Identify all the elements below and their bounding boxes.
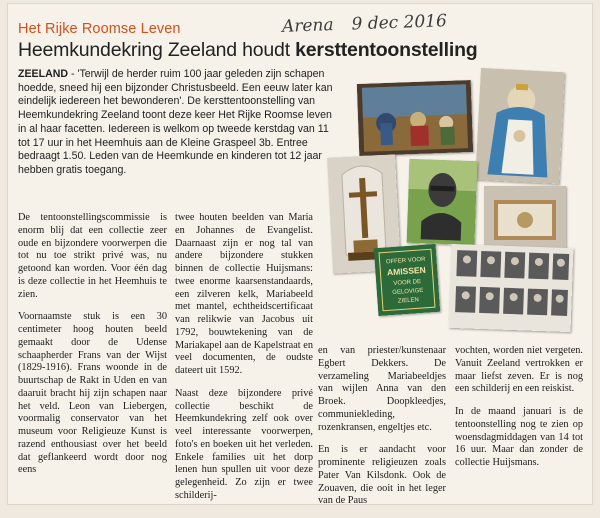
zouaven-portraits-photo — [449, 244, 574, 332]
paragraph: Voornaamste stuk is een 30 centimeter hoog houten beeld gemaakt door de Udense schaapherder Frans van der Wijst (1829-1916). Frans woonde in de buurtschap de Rakt in Uden en van daaruit bracht hij zijn schapen naar het veld. Leon van Liebergen, voormalig conservator van het museum voor Religieuze Kunst is razend enthousiast over het beeld dat geflankeerd wordt door nog eens — [18, 311, 167, 476]
lead-text: - 'Terwijl de herder ruim 100 jaar geleden zijn schapen hoedde, sneed hij een bijzonder Christusbeeld. Een eeuw later kan eindelijk iedereen het bewonderen'. De kersttentoonstelling van Heemkundekring Zeeland toont deze keer Het Rijke Roomse leven in al haar facetten. Iedereen is welkom op tweede kerstdag van 11 tot 17 uur in het Heemhuis aan de Kleine Graspeel 3b. Entree bedraagt 1.50. Leden van de Heemkunde en kinderen tot 12 jaar hebben gratis toegang. — [18, 68, 333, 176]
paragraph: en van priester/kunstenaar Egbert Dekkers. De verzameling Mariabeeldjes van wijlen Anna van den Broek. Doopkleedjes, communiekleding, rozenkransen, engeltjes etc. — [318, 345, 446, 433]
book-title-line: VOOR DE — [393, 279, 422, 287]
madonna-statue-photo — [475, 68, 565, 184]
book-title-line: OFFER VOOR — [385, 256, 426, 266]
book-title-line: ZIELEN — [397, 297, 420, 305]
paragraph: De tentoonstellingscommissie is enorm blij dat een collectie zeer oude en bijzondere voorwerpen die tot nu toe strikt privé was, nu getoond kan worden. Voor één dag is deze collectie in het Heemhuis te zien. — [18, 212, 167, 300]
section-kicker: Het Rijke Roomse Leven — [18, 21, 181, 37]
prayer-book-photo — [374, 244, 441, 316]
headline — [18, 39, 478, 62]
article-column-4 — [455, 345, 583, 480]
lead-paragraph — [18, 68, 334, 178]
paragraph: Naast deze bijzondere privé collectie beschikt de Heemkundekring zelf ook over veel interessante voorwerpen, foto's en boeken uit het verleden. Enkele families uit het dorp lenen hun spullen uit voor deze gelegenheid. Zo zijn er twee schilderij- — [175, 387, 313, 501]
handwritten-date: 9 dec 2016 — [351, 11, 448, 35]
paragraph: In de maand januari is de tentoonstelling nog te zien op woensdagmiddagen van 14 tot 16 uur. Maar dan zonder de collectie Huijsmans. — [455, 406, 583, 468]
headline-normal: Heemkundekring Zeeland houdt — [18, 39, 296, 61]
bust-photo — [407, 159, 478, 245]
reliquary-photo — [484, 186, 566, 248]
painting-photo — [357, 80, 473, 156]
book-title-line: AMISSEN — [386, 264, 427, 278]
article-column-1 — [18, 212, 167, 487]
book-title-line: GELOVIGE — [392, 287, 424, 297]
paragraph: twee houten beelden van Maria en Johannes de Evangelist. Daarnaast zijn er nog tal van andere bijzondere stukken binnen de collectie Huijsmans: twee enorme kaarsenstandaards, een zilveren kelk, Mariabeeld met mantel, echtheidscertificaat van relikwie van Jacobus uit 1792, bouwtekening van de Mariakapel aan de Kapelstraat en veel documenten, de oudste dateert uit 1592. — [175, 212, 313, 376]
headline-bold: kersttentoonstelling — [295, 39, 478, 61]
lead-place: ZEELAND — [18, 68, 69, 80]
article-column-2 — [175, 212, 313, 513]
handwritten-source: Arena — [281, 15, 334, 37]
paragraph: En is er aandacht voor prominente religieuzen zoals Pater Van Kilsdonk. Ook de Zouaven, die ooit in het leger van de Paus — [318, 444, 446, 507]
article-column-3 — [318, 345, 446, 518]
paragraph: vochten, worden niet vergeten. Vanuit Zeeland vertrokken er maar liefst zeven. Er is nog een schilderij en een reiskist. — [455, 345, 583, 395]
